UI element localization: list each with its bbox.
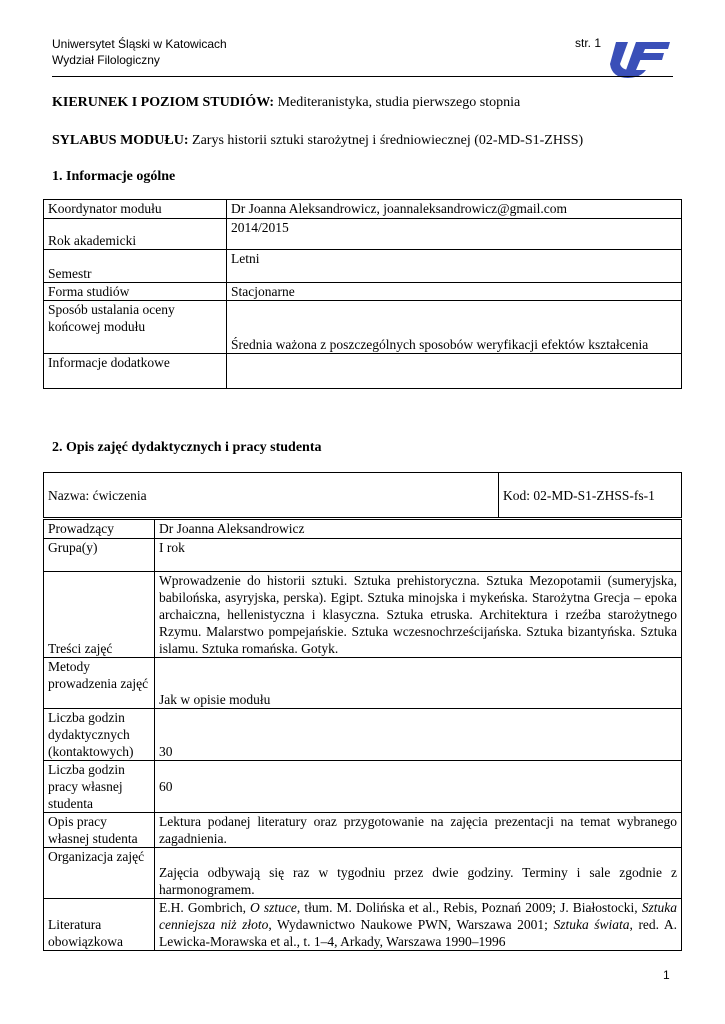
row-label: Forma studiów — [44, 283, 227, 301]
row-value: Lektura podanej literatury oraz przygotowanie na zajęcia prezentacji na temat wybranego zagadnienia. — [155, 813, 682, 848]
row-label: Semestr — [44, 250, 227, 283]
header-rule — [52, 76, 673, 77]
header-institution — [52, 36, 227, 68]
table-row — [44, 200, 682, 219]
row-label: Literatura obowiązkowa — [44, 899, 155, 951]
literature-text: , red. A. Lewicka-Morawska et al., t. 1–4, Arkady, Warszawa 1990–1996 — [159, 917, 677, 949]
literature-value — [155, 899, 682, 951]
table-row — [44, 219, 682, 250]
syllabus-label: SYLABUS MODUŁU: — [52, 133, 189, 148]
general-info-table — [43, 199, 682, 389]
university-name: Uniwersytet Śląski w Katowicach — [52, 37, 227, 51]
university-logo-icon — [606, 40, 670, 80]
row-label: Metody prowadzenia zajęć — [44, 658, 155, 709]
row-label: Prowadzący — [44, 520, 155, 539]
course-details-table — [43, 519, 682, 951]
literature-title: Sztuka świata — [553, 917, 630, 932]
row-label: Informacje dodatkowe — [44, 354, 227, 389]
course-code: Kod: 02-MD-S1-ZHSS-fs-1 — [499, 473, 682, 518]
row-value: I rok — [155, 539, 682, 572]
syllabus-line — [52, 133, 583, 149]
row-value: Zajęcia odbywają się raz w tygodniu przez dwie godziny. Terminy i sale zgodnie z harmonogramem. — [155, 848, 682, 899]
row-label: Opis pracy własnej studenta — [44, 813, 155, 848]
row-value: Stacjonarne — [227, 283, 682, 301]
row-label: Organizacja zajęć — [44, 848, 155, 899]
literature-text: E.H. Gombrich, — [159, 900, 251, 915]
row-value: 2014/2015 — [227, 219, 682, 250]
section1-heading: 1. Informacje ogólne — [52, 169, 176, 184]
table-row — [44, 658, 682, 709]
row-value: 60 — [155, 761, 682, 813]
row-value: Dr Joanna Aleksandrowicz — [155, 520, 682, 539]
table-row — [44, 848, 682, 899]
row-value: 30 — [155, 709, 682, 761]
table-row — [44, 899, 682, 951]
row-value: Dr Joanna Aleksandrowicz, joannaleksandrowicz@gmail.com — [227, 200, 682, 219]
row-label: Grupa(y) — [44, 539, 155, 572]
row-label: Liczba godzin dydaktycznych (kontaktowych) — [44, 709, 155, 761]
row-label: Sposób ustalania oceny końcowej modułu — [44, 301, 227, 354]
literature-text: , tłum. M. Dolińska et al., Rebis, Poznań 2009; J. Białostocki, — [296, 900, 642, 915]
row-value: Letni — [227, 250, 682, 283]
table-row — [44, 354, 682, 389]
table-row — [44, 250, 682, 283]
row-value: Wprowadzenie do historii sztuki. Sztuka prehistoryczna. Sztuka Mezopotamii (sumeryjska, babilońska, asyryjska, perska). Egipt. Sztuka minojska i mykeńska. Starożytna Grecja – epoka archaiczna, hellenistyczna i klasyczna. Sztuka etruska. Architektura i rzeźba starożytnego Rzymu. Malarstwo pompejańskie. Sztuka wczesnochrześcijańska. Sztuka bizantyńska. Sztuka islamu. Sztuka romańska. Gotyk. — [155, 572, 682, 658]
row-value: Jak w opisie modułu — [155, 658, 682, 709]
row-label: Rok akademicki — [44, 219, 227, 250]
table-row — [44, 761, 682, 813]
row-label: Treści zajęć — [44, 572, 155, 658]
row-value — [227, 354, 682, 389]
table-row — [44, 473, 682, 518]
faculty-name: Wydział Filologiczny — [52, 53, 160, 67]
row-label: Koordynator modułu — [44, 200, 227, 219]
table-row — [44, 572, 682, 658]
literature-text: , Wydawnictwo Naukowe PWN, Warszawa 2001; — [268, 917, 554, 932]
row-label: Liczba godzin pracy własnej studenta — [44, 761, 155, 813]
field-of-study-label: KIERUNEK I POZIOM STUDIÓW: — [52, 95, 275, 110]
field-of-study-value: Mediteranistyka, studia pierwszego stopnia — [274, 95, 521, 110]
table-row — [44, 813, 682, 848]
table-row — [44, 301, 682, 354]
row-value: Średnia ważona z poszczególnych sposobów weryfikacji efektów kształcenia — [227, 301, 682, 354]
table-row — [44, 283, 682, 301]
table-row — [44, 539, 682, 572]
section2-heading: 2. Opis zajęć dydaktycznych i pracy studenta — [52, 440, 322, 455]
header-page-number: str. 1 — [575, 36, 602, 50]
literature-title: O sztuce — [250, 900, 297, 915]
course-name: Nazwa: ćwiczenia — [44, 473, 499, 518]
course-header-table — [43, 472, 682, 518]
field-of-study-line — [52, 95, 520, 111]
literature-title: Sztuka cenniejsza niż złoto — [159, 900, 677, 932]
footer-page-number: 1 — [663, 968, 670, 982]
table-row — [44, 709, 682, 761]
table-row — [44, 520, 682, 539]
syllabus-value: Zarys historii sztuki starożytnej i średniowiecznej (02-MD-S1-ZHSS) — [188, 133, 584, 148]
